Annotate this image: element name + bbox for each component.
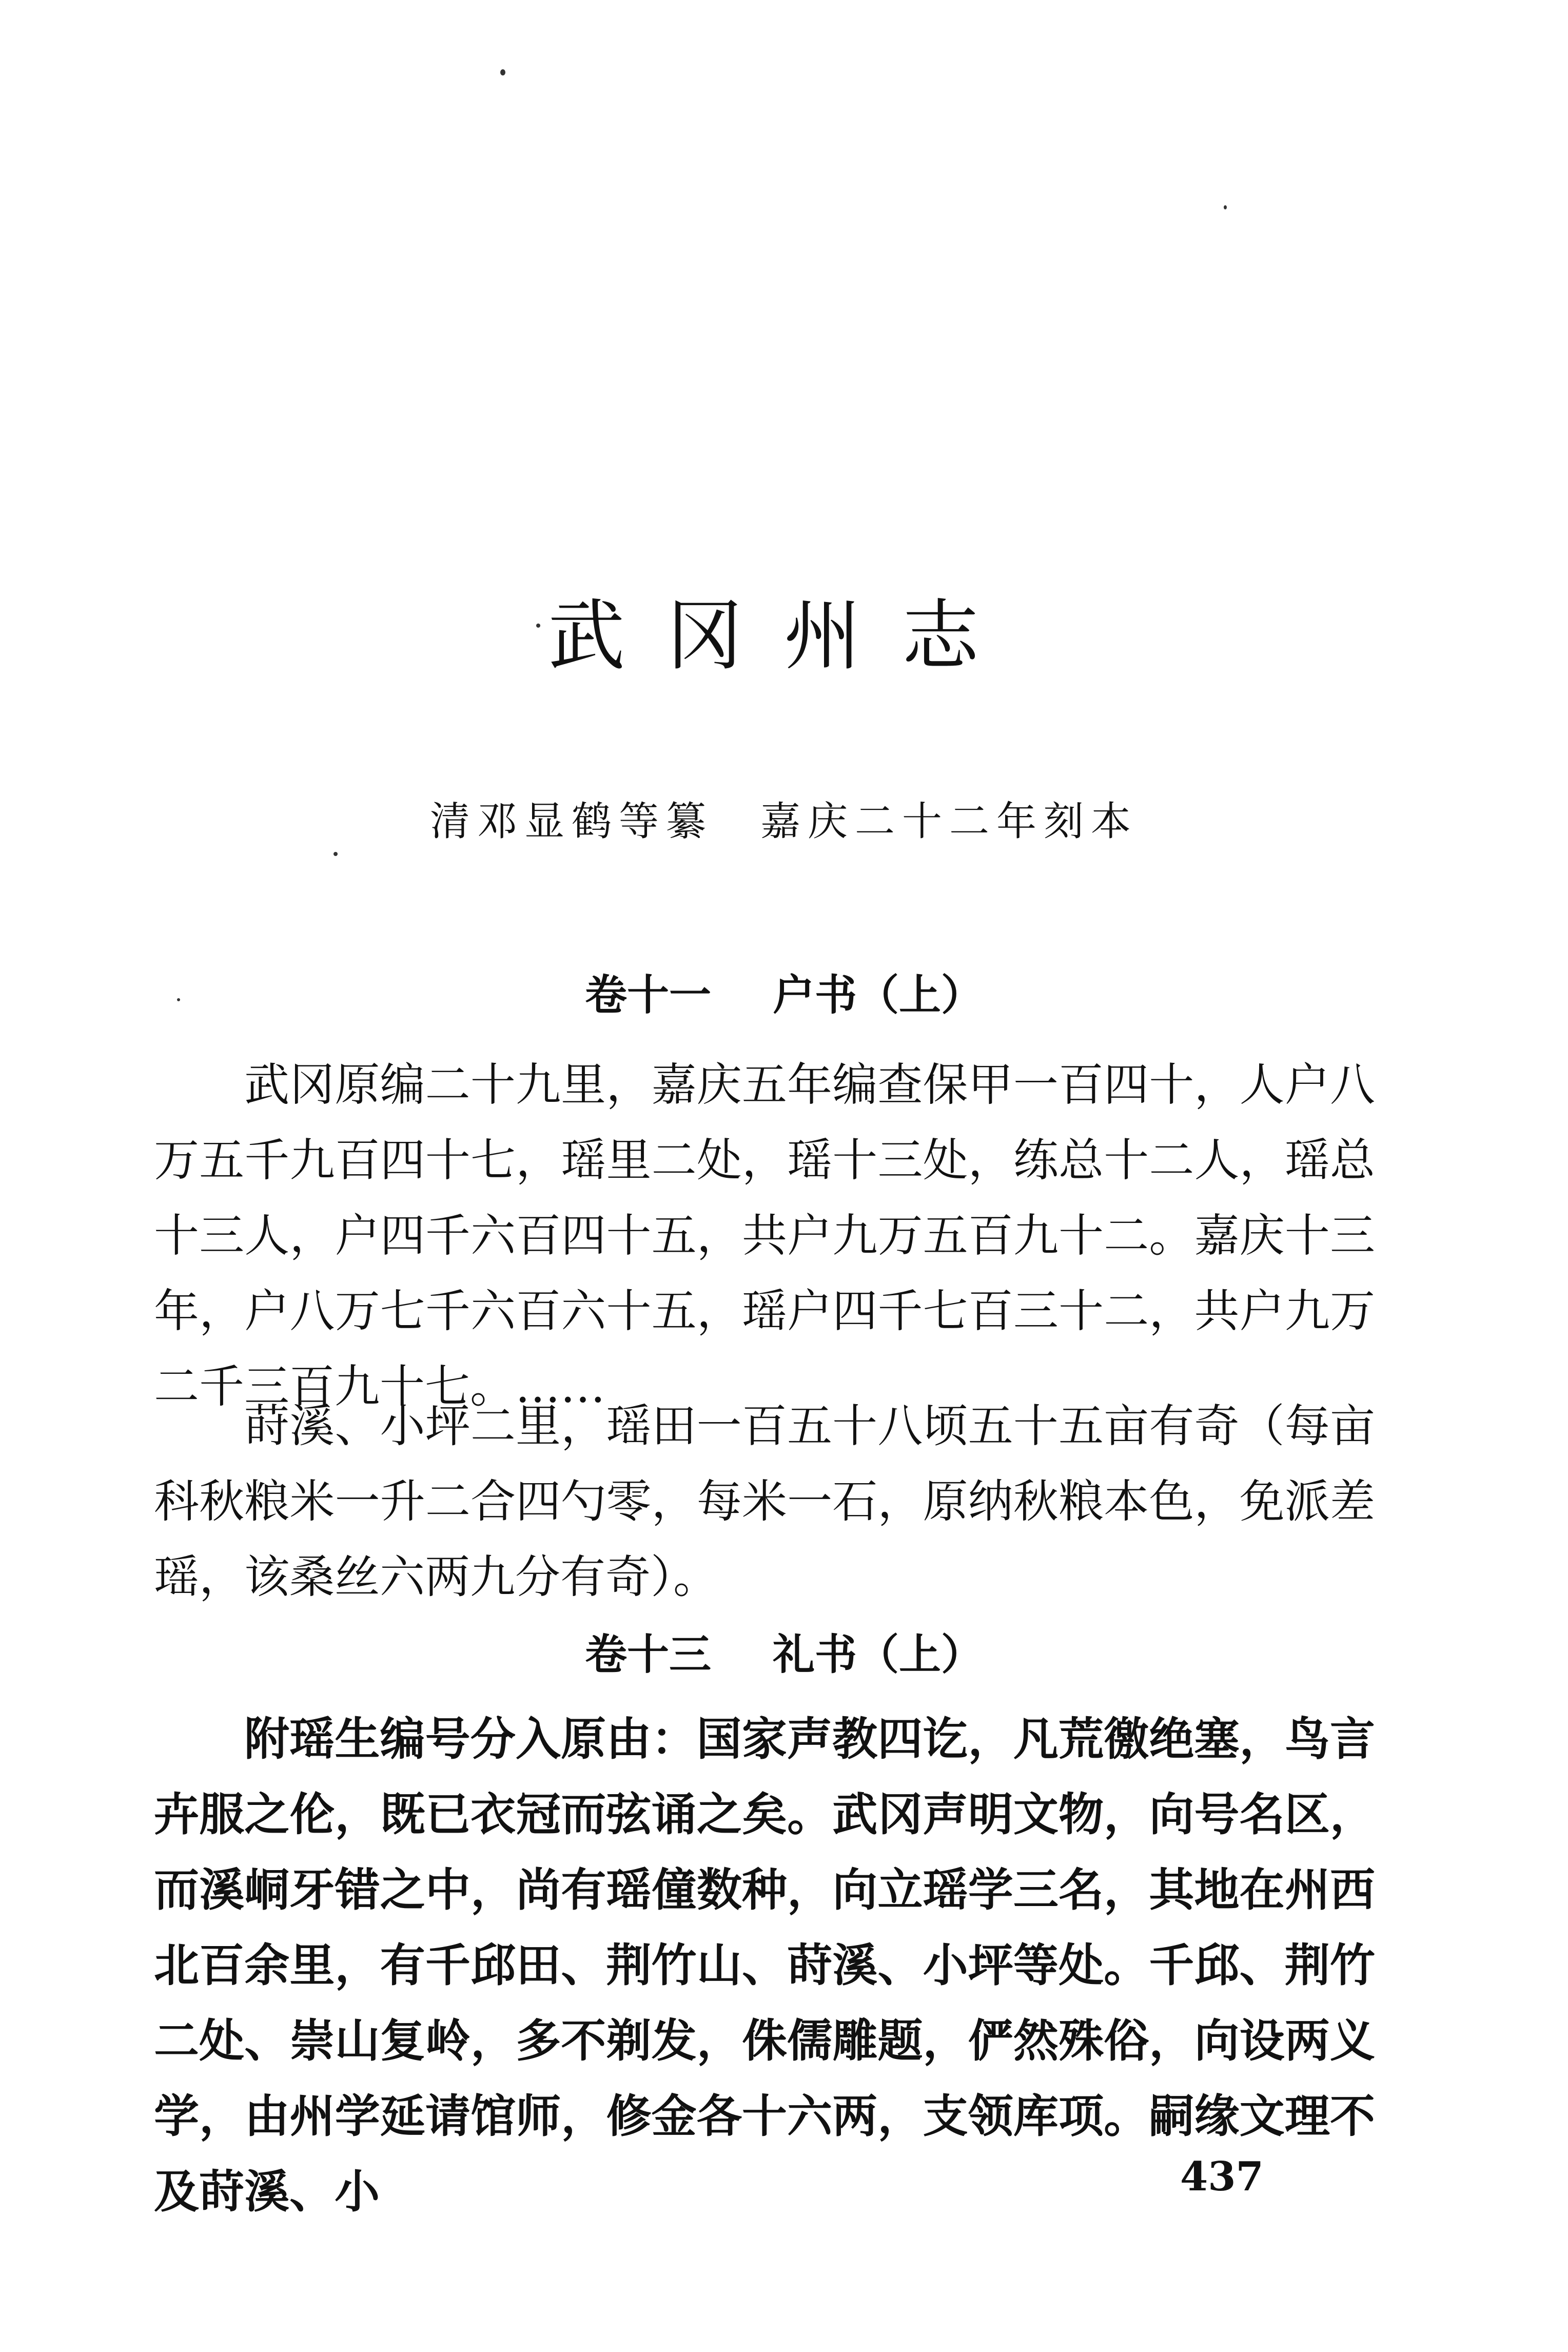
section-volume-label: 卷十一: [584, 970, 711, 1020]
section-volume-label: 卷十三: [584, 1630, 711, 1679]
section-heading-vol13: [0, 1629, 1568, 1680]
scan-speck: [500, 69, 505, 75]
document-subtitle: 清邓显鹤等纂 嘉庆二十二年刻本: [429, 799, 1138, 845]
paragraph-household-counts: 武冈原编二十九里，嘉庆五年编查保甲一百四十，人户八万五千九百四十七，瑶里二处，瑶十三处，练总十二人，瑶总十三人，户四千六百四十五，共户九万五百九十二。嘉庆十三年，户八万七千六百六十五，瑶户四千七百三十二，共户九万二千三百九十七。……: [154, 1058, 1375, 1413]
page-number: 437: [1180, 2153, 1264, 2200]
paragraph-yao-students: 附瑶生编号分入原由：国家声教四讫，凡荒徼绝塞，鸟言卉服之伦，既已衣冠而弦诵之矣。武冈声明文物，向号名区，而溪峒牙错之中，尚有瑶僮数种，向立瑶学三名，其地在州西北百余里，有千邱田、荆竹山、莳溪、小坪等处。千邱、荆竹二处、崇山复岭，多不剃发，侏儒雕题，俨然殊俗，向设两义学，由州学延请馆师，修金各十六两，支领库项。嗣缘文理不及莳溪、小: [154, 1712, 1375, 2218]
scan-speck: [177, 998, 180, 1001]
paragraph-yao-fields: 莳溪、小坪二里，瑶田一百五十八顷五十五亩有奇（每亩科秋粮米一升二合四勺零，每米一石，原纳秋粮本色，免派差瑶，该桑丝六两九分有奇）。: [154, 1399, 1375, 1603]
document-title: 武冈州志: [547, 592, 1020, 681]
scan-speck: [536, 624, 540, 628]
section-name-label: 户书（上）: [773, 970, 984, 1020]
section-name-label: 礼书（上）: [773, 1630, 984, 1679]
section-heading-vol11: [0, 970, 1568, 1020]
scan-speck: [334, 852, 338, 856]
scan-speck: [1224, 205, 1227, 209]
